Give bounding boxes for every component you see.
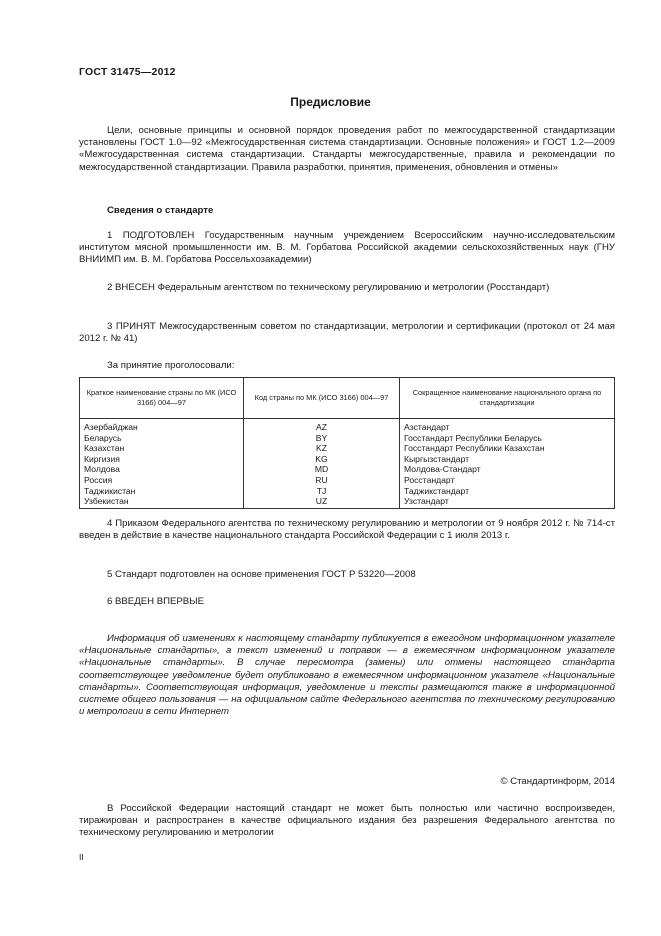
vote-intro: За принятие проголосовали:: [107, 360, 235, 371]
cell-authority: Росстандарт: [400, 475, 615, 486]
column-header-code: Код страны по МК (ИСО 3166) 004—97: [244, 378, 400, 419]
table-row: [80, 433, 615, 444]
section-heading: Сведения о стандарте: [107, 205, 214, 216]
cell-authority: Узстандарт: [400, 496, 615, 508]
cell-code: MD: [244, 464, 400, 475]
column-header-country: Краткое наименование страны по МК (ИСО 3166) 004—97: [80, 378, 244, 419]
cell-authority: Госстандарт Республики Казахстан: [400, 443, 615, 454]
cell-country: Таджикистан: [80, 486, 244, 497]
cell-country: Молдова: [80, 464, 244, 475]
cell-authority: Таджикстандарт: [400, 486, 615, 497]
table-header-row: [80, 378, 615, 419]
item-5-basis: 5 Стандарт подготовлен на основе применения ГОСТ Р 53220—2008: [107, 569, 416, 580]
cell-country: Казахстан: [80, 443, 244, 454]
cell-country: Узбекистан: [80, 496, 244, 508]
document-code-header: ГОСТ 31475—2012: [79, 66, 176, 78]
cell-country: Киргизия: [80, 454, 244, 465]
cell-country: Азербайджан: [80, 419, 244, 433]
table-row: [80, 454, 615, 465]
cell-code: KG: [244, 454, 400, 465]
table-row: [80, 496, 615, 508]
cell-country: Россия: [80, 475, 244, 486]
cell-authority: Азстандарт: [400, 419, 615, 433]
cell-authority: Кыргызстандарт: [400, 454, 615, 465]
intro-paragraph: Цели, основные принципы и основной порядок проведения работ по межгосударственной стандартизации установлены ГОСТ 1.0—92 «Межгосударственная система стандартизации. Основные положения» и ГОСТ 1.2—2009 «Межгосударственная система стандартизации. Стандарты межгосударственные, правила и рекомендации по межгосударственной стандартизации. Правила разработки, принятия, применения, обновления и отмены»: [79, 125, 615, 173]
item-2-submitted: 2 ВНЕСЕН Федеральным агентством по техническому регулированию и метрологии (Росстандарт): [107, 282, 550, 293]
table-row: [80, 464, 615, 475]
table-row: [80, 419, 615, 433]
cell-code: RU: [244, 475, 400, 486]
item-1-prepared: 1 ПОДГОТОВЛЕН Государственным научным учреждением Всероссийским научно-исследовательским институтом мясной промышленности им. В. М. Горбатова Российской академии сельскохозяйственных наук (ГНУ ВНИИМП им. В. М. Горбатова Россельхозакадемии): [79, 230, 615, 266]
item-3-adopted: 3 ПРИНЯТ Межгосударственным советом по стандартизации, метрологии и сертификации (протокол от 24 мая 2012 г. № 41): [79, 321, 615, 345]
cell-code: AZ: [244, 419, 400, 433]
item-4-order: 4 Приказом Федерального агентства по техническому регулированию и метрологии от 9 ноября 2012 г. № 714-ст введен в действие в качестве национального стандарта Российской Федерации с 1 июля 2013 г.: [79, 518, 615, 542]
table-row: [80, 475, 615, 486]
page-number: II: [79, 852, 84, 862]
cell-code: KZ: [244, 443, 400, 454]
column-header-authority: Сокращенное наименование национального органа по стандартизации: [400, 378, 615, 419]
cell-code: BY: [244, 433, 400, 444]
cell-authority: Госстандарт Республики Беларусь: [400, 433, 615, 444]
table-row: [80, 486, 615, 497]
cell-code: UZ: [244, 496, 400, 508]
cell-authority: Молдова-Стандарт: [400, 464, 615, 475]
page-title: Предисловие: [290, 95, 371, 109]
reproduction-notice: В Российской Федерации настоящий стандарт не может быть полностью или частично воспроизведен, тиражирован и распространен в качестве официального издания без разрешения Федерального агентства по техническому регулированию и метрологии: [79, 803, 615, 839]
voting-table: [79, 377, 615, 509]
changes-information-notice: Информация об изменениях к настоящему стандарту публикуется в ежегодном информационном указателе «Национальные стандарты», а текст изменений и поправок — в ежемесячном информационном указателе «Национальные стандарты». В случае пересмотра (замены) или отмены настоящего стандарта соответствующее уведомление будет опубликовано в ежемесячном информационном указателе «Национальные стандарты». Соответствующая информация, уведомление и тексты размещаются также в информационной системе общего пользования — на официальном сайте Федерального агентства по техническому регулированию и метрологии в сети Интернет: [79, 633, 615, 718]
table-row: [80, 443, 615, 454]
item-6-introduced: 6 ВВЕДЕН ВПЕРВЫЕ: [107, 596, 205, 607]
cell-code: TJ: [244, 486, 400, 497]
copyright-line: © Стандартинформ, 2014: [500, 776, 615, 787]
cell-country: Беларусь: [80, 433, 244, 444]
